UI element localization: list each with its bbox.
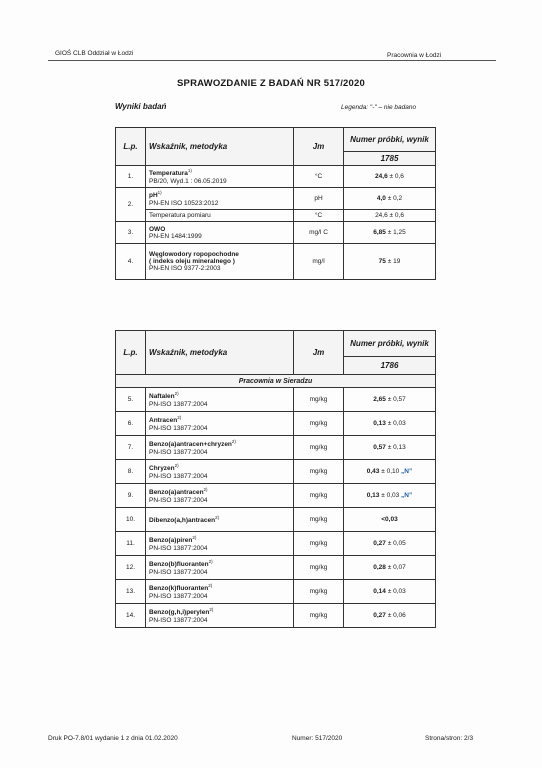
indicator-cell: [146, 436, 294, 460]
value-cell: [344, 556, 436, 580]
row-lp: 3.: [116, 222, 146, 244]
value-cell: [344, 532, 436, 556]
unit-cell: mg/kg: [294, 532, 344, 556]
table-row: [116, 580, 436, 604]
unit-cell: mg/kg: [294, 436, 344, 460]
footnote-mark: 2): [174, 391, 179, 397]
value-cell: [344, 604, 436, 628]
report-title: SPRAWOZDANIE Z BADAŃ NR 517/2020: [177, 78, 365, 89]
sub-unit: °C: [294, 210, 344, 222]
result-value: <0,03: [381, 516, 398, 523]
table-row: [116, 436, 436, 460]
results-table-1: [115, 127, 436, 280]
col-header-unit: Jm: [294, 331, 344, 375]
method: PN-ISO 13877:2004: [149, 568, 208, 576]
method: PN-ISO 13877:2004: [149, 592, 208, 600]
indicator-name: Temperatura: [149, 170, 188, 178]
value-cell: [344, 222, 436, 244]
footnote-mark: 2): [192, 535, 197, 541]
method: PN-ISO 13877:2004: [149, 400, 208, 408]
result-value: 75: [378, 258, 386, 265]
table-row: [116, 460, 436, 484]
footnote-mark: 2): [208, 559, 213, 565]
uncertainty: ± 0,07: [387, 564, 406, 571]
indicator-cell: [146, 222, 294, 244]
result-value: 24,6: [375, 173, 388, 180]
indicator-name: Benzo(a)antracen: [149, 489, 204, 497]
row-lp: 2.: [116, 188, 146, 222]
col-header-indicator: Wskaźnik, metodyka: [146, 128, 294, 166]
lab-subheader: Pracownia w Sieradzu: [116, 375, 436, 388]
results-table-2: [115, 330, 436, 628]
footnote-mark: 2): [215, 514, 220, 520]
indicator-cell: [146, 244, 294, 280]
indicator-cell: [146, 556, 294, 580]
row-lp: 7.: [116, 436, 146, 460]
unit-cell: mg/kg: [294, 388, 344, 412]
indicator-name: Węglowodory ropopochodne: [149, 251, 239, 258]
indicator-cell: [146, 388, 294, 412]
uncertainty: ± 19: [387, 258, 401, 265]
result-value: 6,85: [373, 229, 386, 236]
result-value: 2,65: [373, 396, 386, 403]
indicator-name: Benzo(a)antracen+chryzen: [149, 441, 232, 449]
indicator-cell: [146, 484, 294, 508]
value-cell: [344, 484, 436, 508]
table-row: [116, 244, 436, 280]
indicator-name: Chryzen: [149, 465, 175, 473]
result-value: 0,27: [373, 540, 386, 547]
table-row: [116, 222, 436, 244]
result-value: 0,14: [373, 588, 386, 595]
section-label: Wyniki badań: [115, 102, 167, 111]
unit-cell: mg/kg: [294, 412, 344, 436]
method: PN-EN ISO 10523:2012: [149, 199, 219, 207]
table-row: [116, 532, 436, 556]
method: PN-ISO 13877:2004: [149, 424, 208, 432]
sub-value: 24,6 ± 0,6: [344, 210, 436, 222]
footer-right: Strona/stron: 2/3: [425, 735, 474, 742]
unit-cell: mg/kg: [294, 508, 344, 532]
uncertainty: ± 0,03: [381, 492, 400, 499]
row-lp: 12.: [116, 556, 146, 580]
uncertainty: ± 0,13: [387, 444, 406, 451]
table-row: [116, 484, 436, 508]
row-lp: 8.: [116, 460, 146, 484]
sub-label: Temperatura pomiaru: [146, 210, 294, 222]
table-subrow: [116, 210, 436, 222]
result-value: 4,0: [376, 195, 386, 202]
indicator-cell: [146, 580, 294, 604]
footnote-mark: 2): [208, 583, 213, 589]
indicator-name-2: ( indeks oleju mineralnego ): [149, 258, 235, 265]
uncertainty: ± 1,25: [387, 229, 406, 236]
table-row: [116, 188, 436, 210]
method: PB/20, Wyd.1 : 06.05.2019: [149, 177, 227, 185]
table-row: [116, 556, 436, 580]
method: PN-ISO 13877:2004: [149, 496, 208, 504]
unit-cell: mg/kg: [294, 556, 344, 580]
method: PN-ISO 13877:2004: [149, 472, 208, 480]
indicator-cell: [146, 532, 294, 556]
col-header-sample: Numer próbki, wynik: [344, 331, 436, 357]
indicator-name: pH: [149, 192, 158, 200]
footnote-mark: 2): [177, 415, 182, 421]
row-lp: 10.: [116, 508, 146, 532]
row-lp: 6.: [116, 412, 146, 436]
method: PN-EN ISO 9377-2:2003: [149, 265, 221, 272]
uncertainty: ± 0,05: [387, 540, 406, 547]
footnote-mark: 2): [231, 439, 236, 445]
unit-cell: mg/l C: [294, 222, 344, 244]
indicator-name: Benzo(g,h,i)perylen: [149, 609, 210, 617]
indicator-cell: [146, 412, 294, 436]
indicator-cell: [146, 188, 294, 210]
table-row: [116, 388, 436, 412]
unit-cell: mg/l: [294, 244, 344, 280]
uncertainty: ± 0,03: [387, 588, 406, 595]
row-lp: 11.: [116, 532, 146, 556]
result-value: 0,57: [373, 444, 386, 451]
sample-number: 1786: [344, 357, 436, 375]
uncertainty: ± 0,2: [387, 195, 403, 202]
footnote-mark: 2): [203, 487, 208, 493]
indicator-cell: [146, 604, 294, 628]
indicator-cell: [146, 460, 294, 484]
value-cell: [344, 436, 436, 460]
unit-cell: mg/kg: [294, 604, 344, 628]
result-value: 0,13: [373, 420, 386, 427]
col-header-indicator: Wskaźnik, metodyka: [146, 331, 294, 375]
col-header-lp: L.p.: [116, 331, 146, 375]
col-header-lp: L.p.: [116, 128, 146, 166]
uncertainty: ± 0,03: [387, 420, 406, 427]
flag-badge: „N”: [401, 492, 413, 499]
value-cell: [344, 412, 436, 436]
unit-cell: mg/kg: [294, 484, 344, 508]
indicator-name: Benzo(b)fluoranten: [149, 561, 209, 569]
table-row: [116, 412, 436, 436]
result-value: 0,43: [366, 468, 380, 475]
unit-cell: mg/kg: [294, 580, 344, 604]
value-cell: [344, 388, 436, 412]
unit-cell: mg/kg: [294, 460, 344, 484]
result-value: 0,13: [366, 492, 380, 499]
indicator-name: Dibenzo(a,h)antracen: [149, 517, 216, 525]
indicator-name: Antracen: [149, 417, 178, 425]
table-row: [116, 508, 436, 532]
header-right: Pracownia w Łodzi: [387, 52, 442, 59]
value-cell: [344, 580, 436, 604]
col-header-unit: Jm: [294, 128, 344, 166]
footer-middle: Numer: 517/2020: [292, 735, 343, 742]
row-lp: 13.: [116, 580, 146, 604]
indicator-cell: [146, 508, 294, 532]
row-lp: 1.: [116, 166, 146, 188]
method: PN-ISO 13877:2004: [149, 544, 208, 552]
indicator-name: Benzo(a)piren: [149, 537, 193, 545]
header-divider: [48, 60, 496, 61]
flag-badge: „N”: [401, 468, 413, 475]
result-value: 0,27: [373, 612, 386, 619]
indicator-cell: [146, 166, 294, 188]
value-cell: [344, 508, 436, 532]
row-lp: 9.: [116, 484, 146, 508]
sample-number: 1785: [344, 152, 436, 166]
uncertainty: ± 0,6: [389, 173, 404, 180]
value-cell: [344, 244, 436, 280]
method: PN-EN 1484:1999: [149, 232, 202, 240]
method: PN-ISO 13877:2004: [149, 616, 208, 624]
unit-cell: pH: [294, 188, 344, 210]
indicator-name: Benzo(k)fluoranten: [149, 585, 209, 593]
footnote-mark: 2): [209, 607, 214, 613]
uncertainty: ± 0,10: [381, 468, 400, 475]
table-row: [116, 604, 436, 628]
method: PN-ISO 13877:2004: [149, 448, 208, 456]
footnote-mark: 1): [187, 168, 192, 174]
value-cell: [344, 460, 436, 484]
header-left: GIOŚ CLB Oddział w Łodzi: [55, 50, 134, 57]
unit-cell: °C: [294, 166, 344, 188]
footnote-mark: 2): [174, 463, 179, 469]
table-row: [116, 166, 436, 188]
value-cell: [344, 188, 436, 210]
result-value: 0,28: [373, 564, 386, 571]
col-header-sample: Numer próbki, wynik: [344, 128, 436, 152]
uncertainty: ± 0,57: [387, 396, 406, 403]
value-cell: [344, 166, 436, 188]
legend: Legenda: "-" – nie badano: [341, 104, 417, 111]
footer-left: Druk PO-7.8/01 wydanie 1 z dnia 01.02.2020: [48, 735, 178, 742]
indicator-name: Naftalen: [149, 393, 175, 401]
row-lp: 5.: [116, 388, 146, 412]
row-lp: 14.: [116, 604, 146, 628]
indicator-name: OWO: [149, 225, 166, 233]
uncertainty: ± 0,06: [387, 612, 406, 619]
row-lp: 4.: [116, 244, 146, 280]
footnote-mark: 1): [157, 190, 162, 196]
